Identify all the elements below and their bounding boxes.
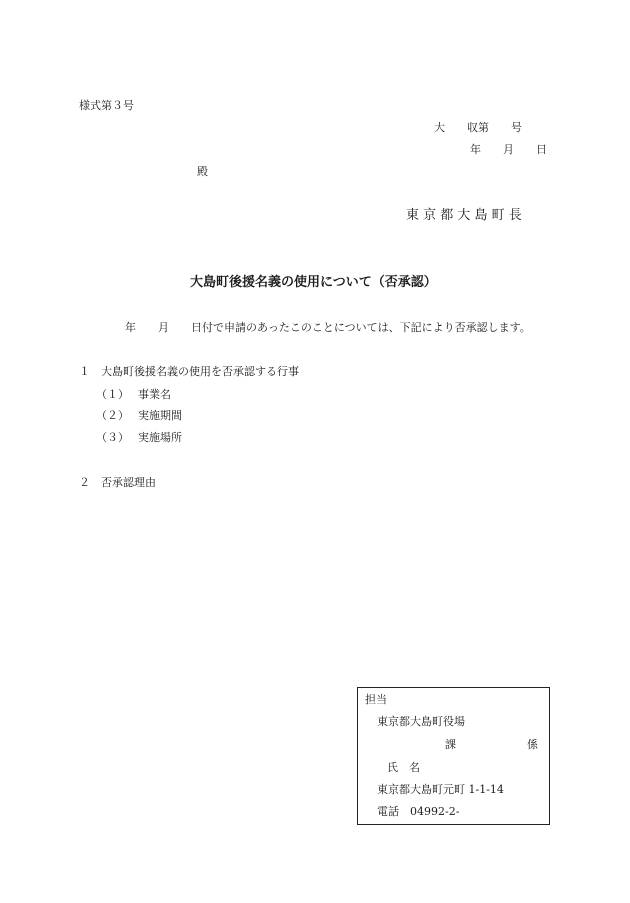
- reference-number: 大 収第 号: [434, 121, 522, 134]
- body-text: 年 月 日付で申請のあったこのことについては、下記により否承認します。: [125, 321, 531, 334]
- contact-section: 係: [527, 738, 538, 751]
- form-number: 様式第３号: [79, 99, 134, 112]
- item-1-label: 事業名: [138, 388, 171, 401]
- document-title: 大島町後援名義の使用について（否承認）: [190, 275, 437, 290]
- contact-box: [357, 687, 550, 825]
- sender-name: 東 京 都 大 島 町 長: [406, 208, 522, 223]
- section-1-heading: １ 大島町後援名義の使用を否承認する行事: [79, 365, 299, 378]
- item-3-label: 実施場所: [138, 431, 182, 444]
- item-1-number: （１）: [96, 388, 129, 401]
- contact-division: 課: [445, 738, 456, 751]
- item-2-label: 実施期間: [138, 409, 182, 422]
- contact-office: 東京都大島町役場: [377, 715, 465, 728]
- date-line: 年 月 日: [470, 143, 547, 156]
- item-3-number: （３）: [96, 431, 129, 444]
- item-2-number: （２）: [96, 409, 129, 422]
- contact-address: 東京都大島町元町 1-1-14: [377, 783, 504, 796]
- section-2-heading: ２ 否承認理由: [79, 476, 156, 489]
- addressee-suffix: 殿: [197, 165, 208, 178]
- contact-phone: 電話 04992-2-: [377, 805, 460, 818]
- contact-label: 担当: [365, 693, 387, 706]
- contact-name-label: 氏 名: [387, 761, 420, 774]
